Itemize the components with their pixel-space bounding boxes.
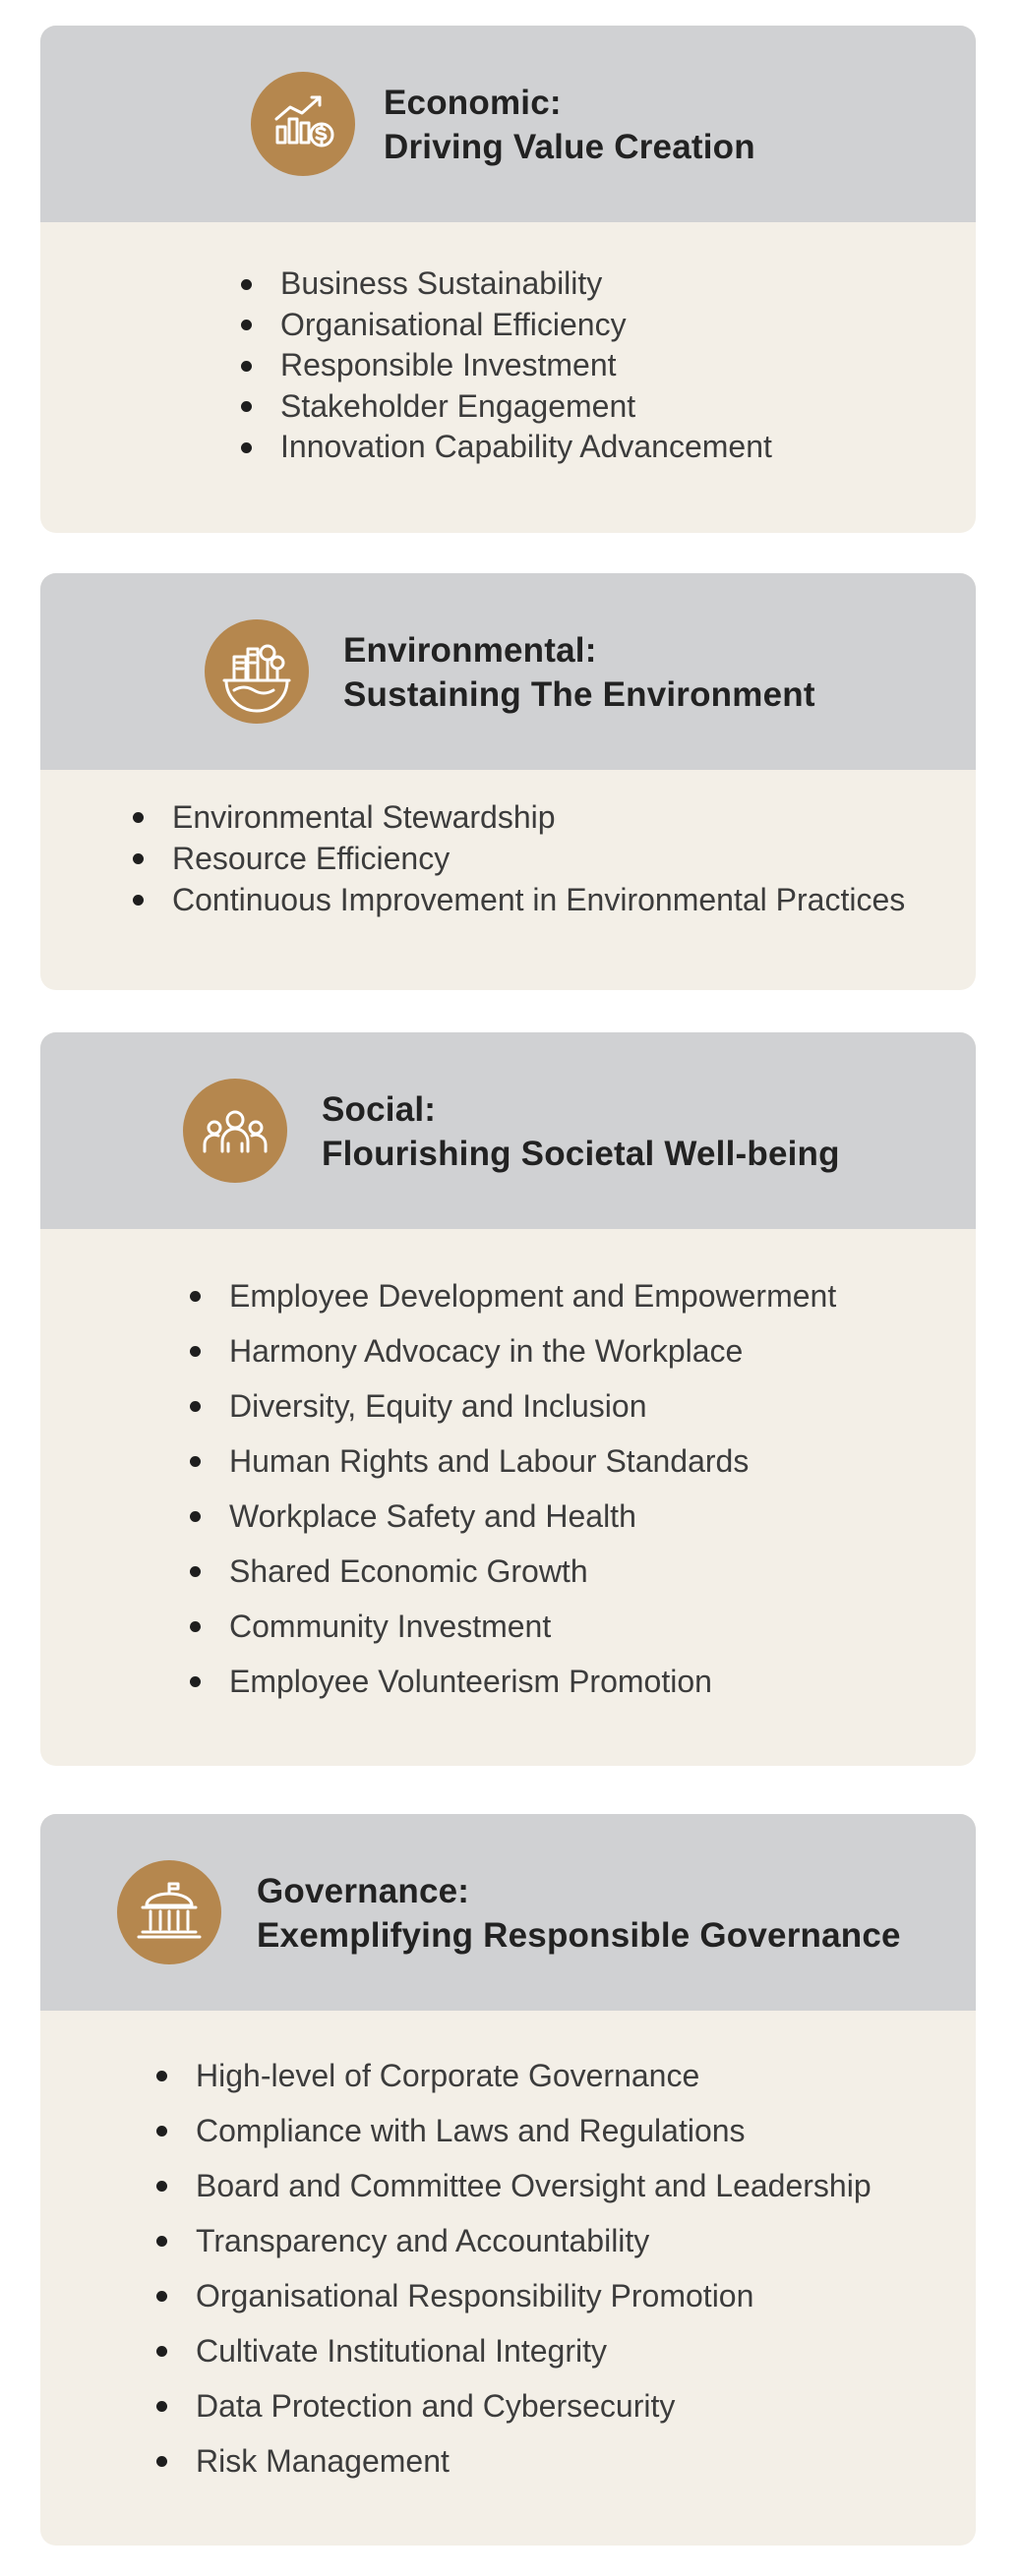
environmental-header (40, 573, 976, 770)
list-item: High-level of Corporate Governance (196, 2048, 872, 2103)
section-subheading: Exemplifying Responsible Governance (257, 1916, 901, 1955)
section-subheading: Flourishing Societal Well-being (322, 1135, 840, 1173)
growth-chart-coin-icon (251, 72, 355, 176)
city-environment-icon (205, 619, 309, 724)
people-group-icon (183, 1079, 287, 1183)
governance-title (257, 1869, 901, 1958)
list-item: Continuous Improvement in Environmental Practices (172, 879, 905, 920)
list-item: Harmony Advocacy in the Workplace (229, 1323, 836, 1378)
list-item: Workplace Safety and Health (229, 1489, 836, 1544)
list-item: Organisational Responsibility Promotion (196, 2268, 872, 2323)
government-building-icon (117, 1860, 221, 1964)
list-item: Community Investment (229, 1599, 836, 1654)
list-item: Stakeholder Engagement (280, 386, 772, 428)
environmental-title (343, 628, 815, 717)
governance-list (196, 2048, 872, 2488)
governance-card (40, 1814, 976, 2546)
list-item: Innovation Capability Advancement (280, 427, 772, 468)
section-heading: Governance: (257, 1872, 470, 1910)
social-title (322, 1087, 840, 1176)
list-item: Transparency and Accountability (196, 2213, 872, 2268)
list-item: Data Protection and Cybersecurity (196, 2378, 872, 2433)
list-item: Board and Committee Oversight and Leadership (196, 2158, 872, 2213)
social-card (40, 1032, 976, 1766)
list-item: Risk Management (196, 2433, 872, 2488)
economic-header (40, 26, 976, 222)
governance-header (40, 1814, 976, 2011)
list-item: Organisational Efficiency (280, 305, 772, 346)
section-heading: Environmental: (343, 631, 597, 670)
list-item: Responsible Investment (280, 345, 772, 386)
environmental-list (172, 796, 905, 920)
list-item: Employee Development and Empowerment (229, 1268, 836, 1323)
economic-card (40, 26, 976, 533)
list-item: Environmental Stewardship (172, 796, 905, 838)
list-item: Resource Efficiency (172, 838, 905, 879)
environmental-card (40, 573, 976, 990)
list-item: Cultivate Institutional Integrity (196, 2323, 872, 2378)
social-header (40, 1032, 976, 1229)
list-item: Business Sustainability (280, 263, 772, 305)
list-item: Employee Volunteerism Promotion (229, 1654, 836, 1709)
social-list (229, 1268, 836, 1709)
economic-title (384, 81, 755, 169)
list-item: Human Rights and Labour Standards (229, 1434, 836, 1489)
list-item: Compliance with Laws and Regulations (196, 2103, 872, 2158)
list-item: Diversity, Equity and Inclusion (229, 1378, 836, 1434)
section-subheading: Sustaining The Environment (343, 675, 815, 714)
section-subheading: Driving Value Creation (384, 128, 755, 166)
list-item: Shared Economic Growth (229, 1544, 836, 1599)
section-heading: Economic: (384, 84, 562, 122)
economic-list (280, 263, 772, 468)
section-heading: Social: (322, 1090, 437, 1129)
